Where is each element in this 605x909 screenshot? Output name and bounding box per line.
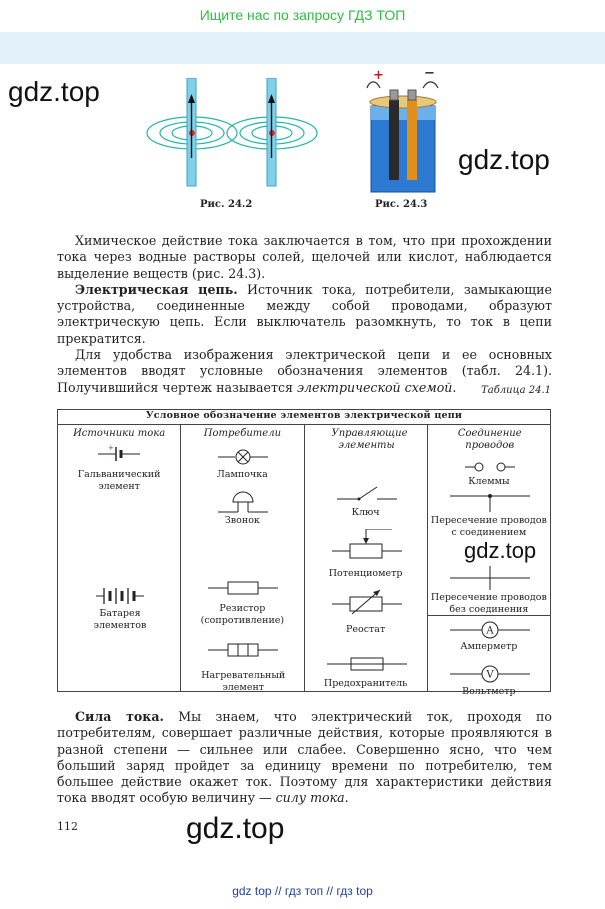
fig-24-2-caption: Рис. 24.2 bbox=[200, 199, 253, 210]
label-terminals: Клеммы bbox=[468, 476, 510, 487]
col-sources bbox=[58, 425, 181, 692]
term-current-strength: силу тока bbox=[275, 790, 345, 806]
voltmeter-letter: V bbox=[486, 669, 494, 681]
paragraph-current bbox=[57, 709, 552, 807]
term-circuit: Электрическая цепь. bbox=[75, 281, 238, 297]
heater-icon bbox=[208, 642, 278, 658]
label-junction: Пересечение проводов с соединением bbox=[430, 515, 547, 538]
paragraph-circuit-text: Источник тока, потребители, замыкающие устройства, соединенные между собой проводами, образуют электрическую цепь. Если выключатель разомкнуть, то ток в цепи прекратится. bbox=[57, 281, 552, 346]
crossing-icon bbox=[450, 566, 530, 590]
paragraph-schema-text: Для удобства изображения электрической цепи и ее основных элементов вводят условные обозначения элементов (табл. 24.1). Получившийся чертеж называется bbox=[57, 347, 552, 395]
plus-sign: + bbox=[373, 68, 384, 83]
paragraph-circuit bbox=[57, 282, 552, 347]
battery-icon bbox=[96, 585, 146, 607]
ammeter-letter: A bbox=[486, 625, 494, 637]
label-ammeter: Амперметр bbox=[460, 641, 518, 652]
fig-24-2-wires-field bbox=[140, 78, 335, 193]
col-header-consumers: Потребители bbox=[203, 428, 282, 439]
galvanic-cell-icon bbox=[98, 444, 143, 464]
table-caption: Таблица 24.1 bbox=[481, 385, 551, 396]
watermark-3: gdz.top bbox=[464, 538, 537, 563]
col-header-sources: Источники тока bbox=[73, 428, 166, 439]
watermark-4: gdz.top bbox=[186, 812, 285, 845]
paragraph-current-text: Мы знаем, что электрический ток, проходя по потребителям, совершает различные действия, которые проявляются в разной степени — сильнее или слабее. Совершенно ясно, что чем больший заряд пройдет за единицу времени по потребителю, тем большее действие окажет ток. Поэтому для характеристики действия тока вводят особую величину — bbox=[57, 709, 552, 806]
watermark-2: gdz.top bbox=[458, 144, 550, 175]
bell-icon bbox=[218, 488, 268, 514]
term-schema: электрической схемой bbox=[296, 379, 453, 395]
label-battery: Батарея элементов bbox=[93, 608, 147, 631]
fig-24-3-electrolysis bbox=[365, 74, 440, 196]
label-switch: Ключ bbox=[351, 507, 380, 518]
label-crossing: Пересечение проводов без соединения bbox=[430, 592, 547, 615]
col-header-controls: Управляющие элементы bbox=[331, 428, 408, 451]
blue-band bbox=[0, 32, 605, 64]
label-galvanic: Гальванический элемент bbox=[77, 469, 161, 492]
rheostat-icon bbox=[332, 586, 402, 616]
col-header-wires: Соединение проводов bbox=[457, 428, 522, 451]
meters-divider bbox=[428, 615, 550, 616]
label-resistor: Резистор (сопротивление) bbox=[200, 603, 285, 626]
paragraph-chemical-action: Химическое действие тока заключается в том, что при прохождении тока через водные растворы солей, щелочей или кислот, наблюдается выделение веществ (рис. 24.3). bbox=[57, 233, 552, 281]
voltmeter-icon bbox=[450, 665, 530, 683]
fig-24-3-caption: Рис. 24.3 bbox=[375, 199, 428, 210]
minus-sign: − bbox=[424, 66, 435, 81]
paragraph-schema bbox=[57, 347, 552, 396]
body-text-bottom bbox=[57, 709, 552, 807]
top-banner[interactable]: Ищите нас по запросу ГДЗ ТОП bbox=[199, 7, 406, 23]
label-potentiometer: Потенциометр bbox=[328, 568, 403, 579]
fuse-icon bbox=[327, 656, 407, 672]
resistor-icon bbox=[208, 580, 278, 596]
lamp-icon bbox=[218, 449, 268, 465]
junction-icon bbox=[450, 490, 530, 512]
terminals-icon bbox=[465, 461, 515, 473]
label-heater: Нагревательный элемент bbox=[201, 670, 286, 693]
footer-links[interactable]: gdz top // гдз топ // гдз top bbox=[232, 884, 373, 898]
label-voltmeter: Вольтметр bbox=[462, 686, 516, 697]
table-title: Условное обозначение элементов электрической цепи bbox=[58, 410, 551, 425]
col-controls bbox=[304, 425, 427, 692]
label-rheostat: Реостат bbox=[346, 624, 386, 635]
label-lamp: Лампочка bbox=[216, 469, 268, 480]
ammeter-icon bbox=[450, 621, 530, 639]
col-consumers bbox=[181, 425, 304, 692]
svg-text:+: + bbox=[108, 444, 114, 452]
paragraph-schema-end: . bbox=[452, 379, 457, 395]
paragraph-current-end: . bbox=[344, 790, 349, 806]
switch-icon bbox=[337, 483, 397, 503]
potentiometer-icon bbox=[332, 529, 402, 559]
label-fuse: Предохранитель bbox=[323, 678, 408, 689]
page-number: 112 bbox=[57, 820, 78, 833]
label-bell: Звонок bbox=[224, 515, 260, 526]
body-text-top bbox=[57, 233, 552, 396]
term-current: Сила тока. bbox=[75, 709, 164, 724]
watermark-1: gdz.top bbox=[8, 76, 100, 107]
